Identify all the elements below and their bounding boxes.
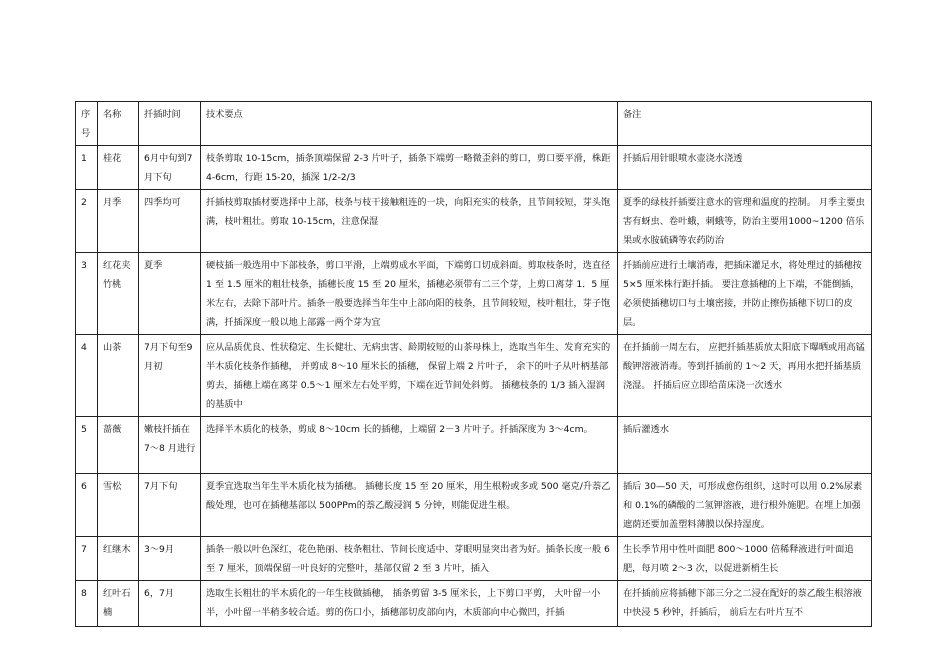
cell-name: 蔷薇 xyxy=(98,417,139,474)
cell-name: 红花夹竹桃 xyxy=(98,253,139,335)
cell-time: 3～9月 xyxy=(139,537,201,581)
cell-name: 红继木 xyxy=(98,537,139,581)
cell-tech: 硬枝插一般选用中下部枝条，剪口平滑，上端剪成水平面，下端剪口切成斜面。剪取枝条时，选直径 1 至 1.5 厘米的粗壮枝条，插穗长度 15 至 20 厘米，插穗必须带有二三个芽，上剪口离芽 1．5 厘米左右，去除下部叶片。插条一般要选择当年生中上部向阳的枝条，且节间较短，枝叶粗壮，芽子饱满，扦插深度一般以地上部露一两个芽为宜 xyxy=(201,253,618,335)
table-row xyxy=(76,335,872,417)
table-header-row xyxy=(76,102,872,146)
cell-tech: 应从品质优良、性状稳定、生长健壮、无病虫害、龄期较短的山茶母株上，选取当年生、发育充实的半木质化枝条作插穗， 并剪成 8～10 厘米长的插穗， 保留上端 2 片叶子， 余下的叶子从叶柄基部剪去，插穗上端在离芽 0.5～1 厘米左右处平剪，下端在近节间处斜剪。 插穗枝条的 1/3 插入湿润的基质中 xyxy=(201,335,618,417)
table-row xyxy=(76,581,872,627)
cell-note: 插后灌透水 xyxy=(618,417,872,474)
header-name: 名称 xyxy=(98,102,139,146)
cell-index: 2 xyxy=(76,190,98,253)
cell-index: 8 xyxy=(76,581,98,627)
cell-time: 夏季 xyxy=(139,253,201,335)
cell-name: 月季 xyxy=(98,190,139,253)
header-note: 备注 xyxy=(618,102,872,146)
table-row xyxy=(76,253,872,335)
cell-note: 扦插前应进行土壤消毒，把插床灌足水，将处理过的插穗按 5×5 厘米株行距扦插。 要注意插穗的上下端，不能倒插，必须使插穗切口与土壤密接，并防止擦伤插穗下切口的皮层。 xyxy=(618,253,872,335)
header-time: 扦插时间 xyxy=(139,102,201,146)
cell-index: 7 xyxy=(76,537,98,581)
cell-time: 四季均可 xyxy=(139,190,201,253)
cell-note: 在扦插前一周左右， 应把扦插基质放太阳底下曝晒或用高锰酸钾溶液消毒。等到扦插前的 1～2 天，再用水把扦插基质浇湿。 扦插后应立即给苗床浇一次透水 xyxy=(618,335,872,417)
cell-time: 7月下旬至9月初 xyxy=(139,335,201,417)
table-row xyxy=(76,146,872,190)
cell-index: 3 xyxy=(76,253,98,335)
cell-name: 桂花 xyxy=(98,146,139,190)
cell-tech: 枝条剪取 10-15cm，插条顶端保留 2-3 片叶子，插条下端剪一略微歪斜的剪口，剪口要平滑，株距 4-6cm，行距 15-20，插深 1/2-2/3 xyxy=(201,146,618,190)
cell-name: 雪松 xyxy=(98,474,139,537)
cell-tech: 选取生长粗壮的半木质化的一年生枝做插穗， 插条剪留 3-5 厘米长，上下剪口平剪， 大叶留一小半，小叶留一半稍多较合适。剪的伤口小，插穗部切皮部向内，木质部向中心微凹，扦插 xyxy=(201,581,618,627)
table-row xyxy=(76,417,872,474)
cell-note: 生长季节用中性叶面肥 800～1000 倍稀释液进行叶面追肥，每月喷 2～3 次，以促进新梢生长 xyxy=(618,537,872,581)
cell-tech: 夏季宜选取当年生半木质化枝为插穗。 插穗长度 15 至 20 厘米，用生根粉或多或 500 毫克/升萘乙酸处理，也可在插穗基部以 500PPm的萘乙酸浸润 5 分钟，则能促进生根。 xyxy=(201,474,618,537)
cell-tech: 扦插枝剪取插材要选择中上部，枝条与枝干接触粗连的一块，向阳充实的枝条，且节间较短，芽头饱满，枝叶粗壮。剪取 10-15cm，注意保湿 xyxy=(201,190,618,253)
cell-time: 6，7月 xyxy=(139,581,201,627)
table-row xyxy=(76,190,872,253)
table-row xyxy=(76,474,872,537)
cell-note: 扦插后用针眼喷水壶浇水浇透 xyxy=(618,146,872,190)
cell-note: 插后 30—50 天，可形成愈伤组织，这时可以用 0.2%尿素和 0.1%的磷酸的二氢钾溶液，进行根外施肥。在埋上加强遮荫还要加盖塑料薄膜以保持湿度。 xyxy=(618,474,872,537)
cell-name: 红叶石楠 xyxy=(98,581,139,627)
cell-tech: 插条一般以叶色深红，花色艳丽、枝条粗壮、节间长度适中、芽眼明显突出者为好。插条长度一般 6 至 7 厘米，顶端保留一叶良好的完整叶，基部仅留 2 至 3 片叶，插入 xyxy=(201,537,618,581)
cell-time: 嫩枝扦插在 7～8 月进行 xyxy=(139,417,201,474)
cell-index: 6 xyxy=(76,474,98,537)
cell-index: 1 xyxy=(76,146,98,190)
cell-note: 在扦插前应将插穗下部三分之二浸在配好的萘乙酸生根溶液中快浸 5 秒钟，扦插后， 前后左右叶片互不 xyxy=(618,581,872,627)
cell-time: 7月下旬 xyxy=(139,474,201,537)
cell-note: 夏季的绿枝扦插要注意水的管理和温度的控制。 月季主要虫害有蚜虫、卷叶蛾，刺蛾等，防治主要用1000~1200 倍乐果或水胺硫磷等农药防治 xyxy=(618,190,872,253)
cell-name: 山茶 xyxy=(98,335,139,417)
header-tech: 技术要点 xyxy=(201,102,618,146)
cell-index: 5 xyxy=(76,417,98,474)
table-row xyxy=(76,537,872,581)
cell-tech: 选择半木质化的枝条，剪成 8～10cm 长的插穗，上端留 2－3 片叶子。扦插深度为 3～4cm。 xyxy=(201,417,618,474)
cell-time: 6月中旬到7月下旬 xyxy=(139,146,201,190)
cutting-propagation-table xyxy=(75,101,872,627)
cell-index: 4 xyxy=(76,335,98,417)
header-index: 序号 xyxy=(76,102,98,146)
